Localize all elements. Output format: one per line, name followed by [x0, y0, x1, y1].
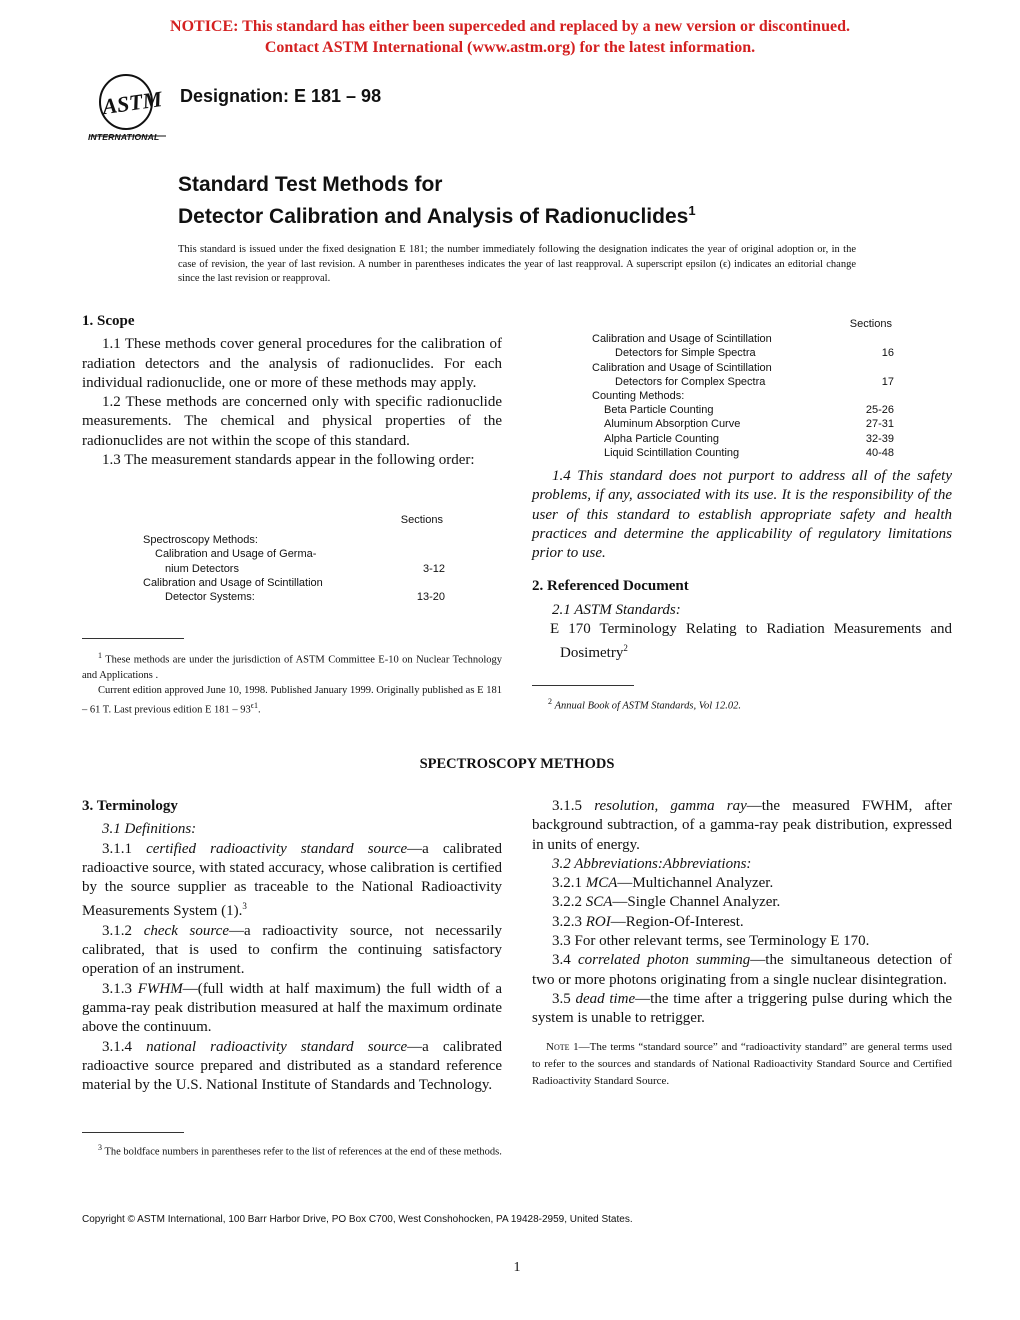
- footnote-divider: [82, 1132, 184, 1133]
- fn2-sup: 2: [548, 697, 552, 706]
- term-p12: 3.5 dead time—the time after a triggering pulse during which the system is unable to retrigger.: [532, 990, 952, 1027]
- term-p9-term: ROI: [585, 913, 611, 930]
- toc-right-header: Sections: [849, 318, 892, 330]
- toc-row: [143, 533, 445, 547]
- toc-label: Calibration and Usage of Germa-: [155, 548, 317, 561]
- term-p1-term: certified radioactivity standard source: [146, 840, 408, 857]
- term-p12-text: —the time after a triggering pulse during which the system is unable to retrigger.: [532, 990, 952, 1027]
- toc-row: [592, 346, 894, 360]
- preamble: This standard is issued under the fixed designation E 181; the number immediately following the designation indicates the year of original adoption or, in the case of revision, the year of last revision. A number in parentheses indicates the year of last reapproval. A superscript epsilon (ϵ) indicates an editorial change since the last revision or reapproval.: [178, 244, 856, 284]
- note-text: —The terms “standard source” and “radioactivity standard” are general terms used to refer to the sources and standards of National Radioactivity Standard Source and Certified Radioactivity Standard Source.: [532, 1040, 952, 1087]
- toc-sec: 40-48: [865, 446, 894, 459]
- toc-left: [143, 513, 445, 604]
- toc-left-header: Sections: [400, 514, 443, 526]
- toc-label: Calibration and Usage of Scintillation: [592, 361, 772, 374]
- safety-paragraph: 1.4 This standard does not purport to address all of the safety problems, if any, associated with its use. It is the responsibility of the user of this standard to establish appropriate safety and health practices and determine the applicability of regulatory limitations prior to use.: [532, 468, 952, 562]
- fn1b-sup: ϵ1: [250, 700, 259, 710]
- toc-sec: 25-26: [865, 404, 894, 417]
- logo-caption: INTERNATIONAL: [88, 132, 160, 142]
- term-p4-text: —a calibrated radioactive source prepared and distributed as a standard reference material by the U.S. National Institute of Standards and Technology.: [82, 1038, 503, 1094]
- term-p1: 3.1.1 certified radioactivity standard source—a calibrated radioactive source, with stated accuracy, whose calibration is certified by the source supplier as traceable to the National Radioactivity Measurements System (1).$^3$: [82, 840, 502, 920]
- term-p1-sup: 3: [242, 901, 247, 912]
- term-p2: 3.1.2 check source—a radioactivity source, not necessarily calibrated, that is used to confirm the continuing satisfactory operation of an instrument.: [82, 922, 502, 978]
- term-p10: 3.3 For other relevant terms, see Terminology E 170.: [552, 933, 870, 950]
- term-p11: 3.4 correlated photon summing—the simultaneous detection of two or more photons originating from a single nuclear disintegration.: [532, 952, 953, 988]
- footnote-2: [548, 694, 948, 714]
- toc-label: Detectors for Simple Spectra: [615, 347, 756, 360]
- toc-label: Aluminum Absorption Curve: [604, 418, 741, 431]
- toc-sec: 16: [881, 347, 894, 360]
- toc-row: [592, 432, 894, 446]
- section-heading: SPECTROSCOPY METHODS: [419, 756, 615, 772]
- toc-label: Spectroscopy Methods:: [143, 534, 258, 547]
- svg-text:ASTM: ASTM: [100, 86, 164, 120]
- footnote-1a: [82, 648, 502, 683]
- scope-heading: 1. Scope: [82, 313, 135, 329]
- term-p6: 3.2 Abbreviations:Abbreviations:: [552, 855, 752, 872]
- toc-sec: 17: [881, 375, 894, 388]
- toc-label: Calibration and Usage of Scintillation: [143, 576, 323, 589]
- title-line-2: [178, 198, 696, 230]
- footnote-3: [82, 1140, 502, 1160]
- toc-label: Alpha Particle Counting: [604, 432, 719, 445]
- page-number: 1: [513, 1260, 521, 1275]
- term-p11-term: correlated photon summing: [578, 952, 751, 969]
- term-p8: 3.2.2 SCA—Single Channel Analyzer.: [552, 894, 781, 911]
- term-p12-term: dead time: [575, 990, 636, 1007]
- toc-label: Calibration and Usage of Scintillation: [592, 333, 772, 346]
- toc-label: nium Detectors: [165, 562, 239, 575]
- toc-row: [143, 547, 445, 561]
- toc-row: [592, 389, 894, 403]
- title-line-2-text: Detector Calibration and Analysis of Radionuclides: [178, 205, 689, 228]
- referenced-p1: 2.1 ASTM Standards:: [552, 601, 681, 618]
- toc-sec: 3-12: [422, 562, 445, 575]
- toc-row: [592, 403, 894, 417]
- fn1a-text: These methods are under the jurisdiction of ASTM Committee E-10 on Nuclear Technology and Applications .: [82, 654, 503, 681]
- footnote-divider: [532, 685, 634, 686]
- terminology-heading: 3. Terminology: [82, 798, 178, 814]
- term-p5-text: —the measured FWHM, after background subtraction, of a gamma-ray peak distribution, expressed in units of energy.: [532, 798, 952, 853]
- toc-label: Liquid Scintillation Counting: [604, 446, 740, 459]
- scope-p3: 1.3 The measurement standards appear in the following order:: [102, 452, 475, 469]
- referenced-p2: [532, 620, 952, 664]
- term-p7-term: MCA: [585, 875, 618, 892]
- toc-row: [592, 361, 894, 375]
- fn3-text: The boldface numbers in parentheses refer to the list of references at the end of these methods.: [104, 1146, 502, 1158]
- terminology-right: [532, 797, 952, 1090]
- toc-label: Detectors for Complex Spectra: [615, 375, 766, 388]
- note-label: Note 1: [546, 1040, 579, 1053]
- fn1b-text: Current edition approved June 10, 1998. Published January 1999. Originally published as E 181 – 61 T. Last previous edition E 181 – 93: [82, 684, 502, 715]
- term-p3-term: FWHM: [137, 980, 183, 997]
- astm-logo: [86, 72, 170, 146]
- term-p1-text: —a calibrated radioactive source, with stated accuracy, whose calibration is certified by the source supplier as traceable to the National Radioactivity Measurements System (1).: [82, 840, 502, 920]
- term-p5-term: resolution, gamma ray: [594, 798, 747, 814]
- term-p5: 3.1.5 resolution, gamma ray—the measured FWHM, after background subtraction, of a gamma-ray peak distribution, expressed in units of energy.: [532, 798, 952, 853]
- toc-row: [592, 446, 894, 460]
- footnote-divider: [82, 638, 184, 639]
- term-p0: 3.1 Definitions:: [102, 821, 197, 838]
- notice-line-1: NOTICE: This standard has either been superceded and replaced by a new version or discontinued.: [170, 18, 850, 35]
- toc-row: [143, 590, 445, 604]
- page-title: [178, 172, 696, 230]
- scope-p1: 1.1 These methods cover general procedures for the calibration of radiation detectors and the analysis of radionuclides. For each individual radionuclide, one or more of these methods may apply.: [82, 336, 502, 391]
- scope-p2: 1.2 These methods are concerned only with specific radionuclide measurements. The chemical and physical properties of the radionuclides are not within the scope of this standard.: [82, 394, 502, 449]
- safety-and-references: [532, 467, 952, 664]
- referenced-p2-text: E 170 Terminology Relating to Radiation Measurements and Dosimetry: [550, 621, 952, 662]
- term-p2-text: —a radioactivity source, not necessarily calibrated, that is used to confirm the continuing satisfactory operation of an instrument.: [82, 922, 502, 978]
- toc-label: Counting Methods:: [592, 390, 685, 403]
- term-p8-term: SCA: [585, 894, 613, 911]
- toc-sec: 27-31: [865, 418, 894, 431]
- term-p11-text: —the simultaneous detection of two or more photons originating from a single nuclear disintegration.: [532, 952, 953, 988]
- toc-row: [592, 417, 894, 431]
- term-p3: 3.1.3 FWHM—(full width at half maximum) the full width of a gamma-ray peak distribution measured at half the maximum ordinate above the continuum.: [82, 980, 503, 1036]
- title-line-1: Standard Test Methods for: [178, 173, 443, 196]
- term-p9: 3.2.3 ROI—Region-Of-Interest.: [552, 913, 744, 930]
- toc-row: [592, 332, 894, 346]
- footnote-1: [82, 648, 502, 717]
- term-p3-text: —(full width at half maximum) the full width of a gamma-ray peak distribution measured at half the maximum ordinate above the continuum.: [82, 980, 503, 1036]
- term-p7-text: —Multichannel Analyzer.: [617, 875, 774, 892]
- notice-line-2: Contact ASTM International (www.astm.org) for the latest information.: [264, 39, 756, 56]
- toc-row: [592, 375, 894, 389]
- note-1: [532, 1039, 952, 1090]
- fn3-sup: 3: [98, 1143, 102, 1152]
- referenced-heading: 2. Referenced Document: [532, 578, 689, 595]
- toc-sec: 32-39: [865, 432, 894, 445]
- fn2-text: Annual Book of ASTM Standards, Vol 12.02.: [554, 700, 741, 712]
- term-p7: 3.2.1 MCA—Multichannel Analyzer.: [552, 875, 774, 892]
- term-p4-term: national radioactivity standard source: [146, 1038, 408, 1055]
- toc-right: [592, 317, 894, 460]
- referenced-p2-sup: 2: [623, 643, 628, 654]
- toc-row: [143, 562, 445, 576]
- toc-label: Detector Systems:: [165, 591, 255, 604]
- toc-sec: 13-20: [416, 591, 445, 604]
- title-footnote-ref: 1: [688, 203, 696, 218]
- toc-label: Beta Particle Counting: [604, 404, 714, 417]
- fn1-sup: 1: [98, 651, 102, 660]
- terminology-left: [82, 797, 502, 1095]
- designation: Designation: E 181 – 98: [180, 86, 382, 106]
- toc-row: [143, 576, 445, 590]
- term-p9-text: —Region-Of-Interest.: [610, 913, 744, 930]
- copyright: Copyright © ASTM International, 100 Barr Harbor Drive, PO Box C700, West Conshohocken, PA 19428-2959, United States.: [82, 1214, 633, 1225]
- term-p8-text: —Single Channel Analyzer.: [612, 894, 781, 911]
- footnote-1b: Current edition approved June 10, 1998. Published January 1999. Originally published as E 181 – 61 T. Last previous edition E $181 - 93^{\epsilon 1}$.: [82, 684, 502, 715]
- scope-section: [82, 312, 502, 470]
- term-p2-term: check source: [143, 922, 229, 939]
- term-p4: 3.1.4 national radioactivity standard source—a calibrated radioactive source prepared and distributed as a standard reference material by the U.S. National Institute of Standards and Technology.: [82, 1038, 503, 1094]
